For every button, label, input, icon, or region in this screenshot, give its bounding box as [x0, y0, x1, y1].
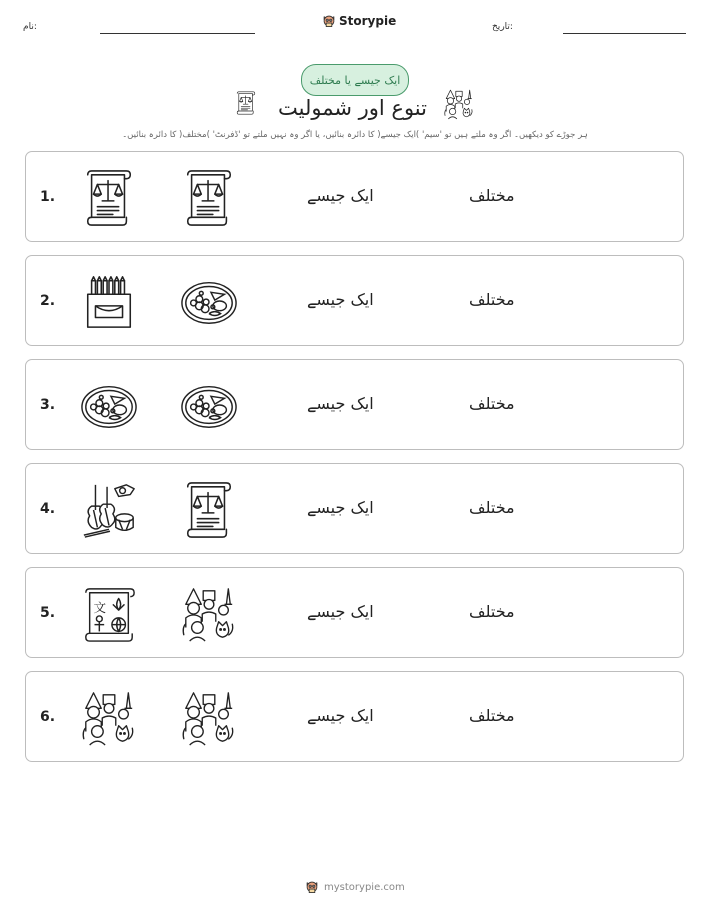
different-option[interactable]: مختلف [469, 706, 515, 725]
page-title: تنوع اور شمولیت [278, 96, 427, 120]
svg-text:文: 文 [93, 600, 107, 616]
scales-document-icon [180, 169, 238, 227]
name-line[interactable] [100, 33, 255, 34]
food-plate-icon [80, 377, 138, 435]
diverse-group-icon [180, 585, 238, 643]
question-row [25, 671, 684, 762]
food-plate-icon [180, 377, 238, 435]
same-option[interactable]: ایک جیسے [307, 602, 374, 621]
scales-document-icon [80, 169, 138, 227]
crayon-box-icon [80, 273, 138, 331]
same-option[interactable]: ایک جیسے [307, 290, 374, 309]
different-option[interactable]: مختلف [469, 498, 515, 517]
question-row [25, 151, 684, 242]
question-number: 1. [40, 189, 56, 205]
symbols-scroll-icon [80, 585, 138, 643]
question-number: 4. [40, 501, 56, 517]
worksheet-type-badge: ایک جیسے یا مختلف [301, 64, 409, 96]
name-label: نام: [23, 22, 37, 32]
diverse-group-icon [180, 689, 238, 747]
food-plate-icon [180, 273, 238, 331]
title-scales-document-icon [234, 91, 258, 115]
same-option[interactable]: ایک جیسے [307, 186, 374, 205]
brand-logo-icon [322, 13, 336, 29]
question-row [25, 567, 684, 658]
footer-logo-icon [305, 879, 319, 895]
diverse-group-icon [80, 689, 138, 747]
title-row [0, 88, 709, 128]
title-diverse-group-icon [443, 88, 475, 120]
brand-name: Storypie [339, 14, 397, 28]
question-number: 3. [40, 397, 56, 413]
date-label: تاریخ: [492, 22, 513, 32]
same-option[interactable]: ایک جیسے [307, 498, 374, 517]
same-option[interactable]: ایک جیسے [307, 706, 374, 725]
different-option[interactable]: مختلف [469, 186, 515, 205]
same-option[interactable]: ایک جیسے [307, 394, 374, 413]
footer-url: mystorypie.com [324, 881, 405, 893]
scales-document-icon [180, 481, 238, 539]
instructions: ہر جوڑے کو دیکھیں۔ اگر وہ ملتے ہیں تو 'سیم' )ایک جیسے( کا دائرہ بنائیں، یا اگر وہ نہیں ملتے تو 'ڈفرنٹ' )مختلف( کا دائرہ بنائیں۔ [122, 130, 588, 140]
question-number: 2. [40, 293, 56, 309]
different-option[interactable]: مختلف [469, 290, 515, 309]
musical-instruments-icon [80, 481, 138, 539]
question-row [25, 255, 684, 346]
question-number: 6. [40, 709, 56, 725]
different-option[interactable]: مختلف [469, 394, 515, 413]
question-row [25, 463, 684, 554]
brand [322, 13, 396, 29]
date-line[interactable] [563, 33, 686, 34]
question-number: 5. [40, 605, 56, 621]
different-option[interactable]: مختلف [469, 602, 515, 621]
footer [305, 879, 405, 895]
question-row [25, 359, 684, 450]
